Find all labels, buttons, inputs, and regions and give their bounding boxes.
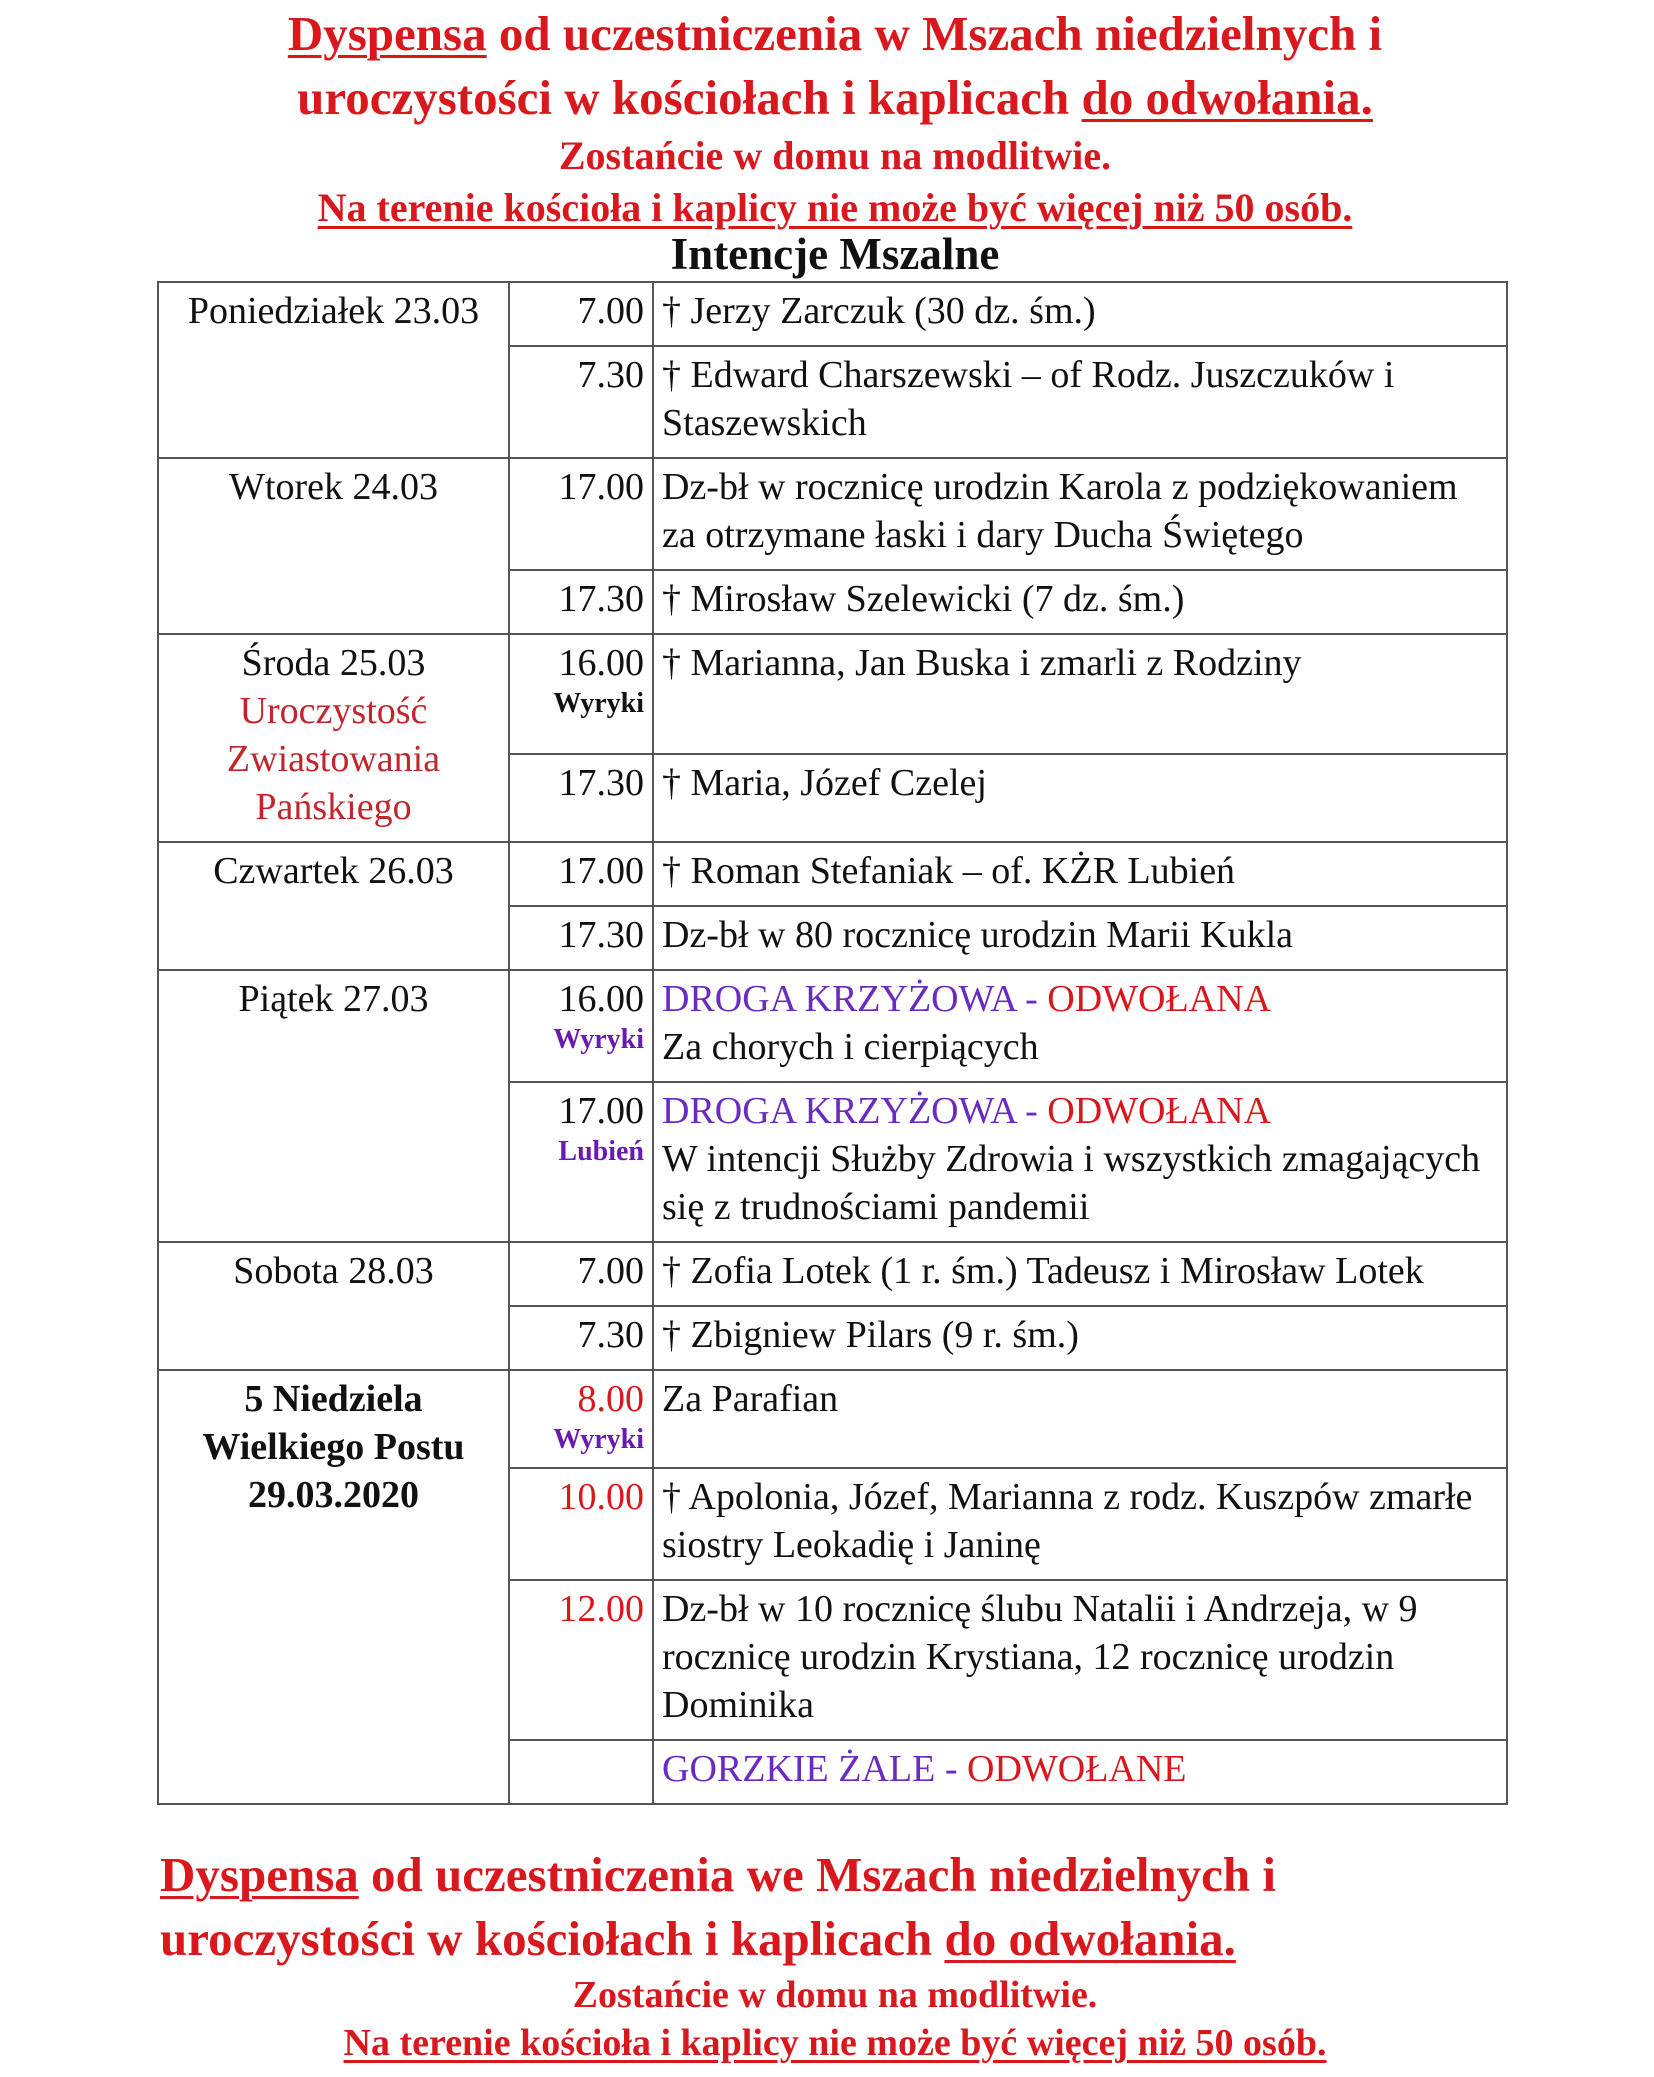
mass-intention: Za Parafian	[653, 1370, 1507, 1468]
table-row	[158, 282, 1507, 346]
mass-intention: † Zofia Lotek (1 r. śm.) Tadeusz i Mirosław Lotek	[653, 1242, 1507, 1306]
day-label: Środa 25.03	[241, 642, 426, 684]
day-label: Sobota 28.03	[233, 1250, 434, 1292]
day-cell	[158, 634, 509, 842]
until-revoked: do odwołania.	[944, 1911, 1236, 1966]
mass-intention	[653, 1740, 1507, 1804]
mass-intention: † Roman Stefaniak – of. KŻR Lubień	[653, 842, 1507, 906]
day-label: 5 Niedziela Wielkiego Postu 29.03.2020	[202, 1378, 465, 1516]
stay-home-line: Zostańcie w domu na modlitwie.	[572, 1974, 1098, 2016]
mass-time-value: 8.00	[577, 1378, 644, 1420]
event-status: ODWOŁANA	[1047, 1090, 1272, 1132]
table-row	[158, 1370, 1507, 1468]
event-line	[662, 975, 1498, 1023]
mass-intentions-table	[157, 281, 1508, 1805]
notice-line-2	[150, 1907, 1520, 1971]
event-name: GORZKIE ŻALE	[662, 1748, 936, 1790]
mass-intention: † Apolonia, Józef, Marianna z rodz. Kuszpów zmarłe siostry Leokadię i Janinę	[653, 1468, 1507, 1580]
notice-line-1-text: od uczestniczenia w Mszach niedzielnych i	[486, 6, 1383, 61]
mass-intention: † Jerzy Zarczuk (30 dz. śm.)	[653, 282, 1507, 346]
mass-time-value: 16.00	[558, 642, 644, 684]
mass-time-value: 16.00	[558, 978, 644, 1020]
table-row	[158, 1242, 1507, 1306]
mass-place: Wyryki	[553, 1024, 644, 1055]
stay-home-line: Zostańcie w domu na modlitwie.	[558, 133, 1112, 178]
mass-time	[509, 634, 653, 754]
mass-time	[509, 1082, 653, 1242]
notice-line-1	[150, 2, 1520, 66]
mass-time: 7.30	[509, 1306, 653, 1370]
mass-place: Wyryki	[553, 688, 644, 719]
day-cell	[158, 1370, 509, 1804]
notice-line-1-text: od uczestniczenia we Mszach niedzielnych i	[358, 1847, 1277, 1902]
dispensation-word: Dyspensa	[287, 6, 487, 61]
event-separator: -	[1015, 1090, 1048, 1132]
dispensation-word: Dyspensa	[160, 1847, 359, 1902]
mass-intention: † Marianna, Jan Buska i zmarli z Rodziny	[653, 634, 1507, 754]
notice-line-2-text: uroczystości w kościołach i kaplicach	[297, 70, 1082, 125]
mass-time: 17.00	[509, 458, 653, 570]
day-label: Piątek 27.03	[238, 978, 429, 1020]
intention-text: W intencji Służby Zdrowia i wszystkich zmagających się z trudnościami pandemii	[662, 1138, 1481, 1228]
mass-time: 7.00	[509, 282, 653, 346]
mass-place: Wyryki	[553, 1424, 644, 1455]
mass-intention: † Mirosław Szelewicki (7 dz. śm.)	[653, 570, 1507, 634]
mass-intention	[653, 1082, 1507, 1242]
mass-time	[509, 1370, 653, 1468]
table-row	[158, 970, 1507, 1082]
mass-time: 12.00	[509, 1580, 653, 1740]
table-row	[158, 842, 1507, 906]
table-row	[158, 458, 1507, 570]
day-label: Czwartek 26.03	[213, 850, 454, 892]
event-name: DROGA KRZYŻOWA	[662, 978, 1016, 1020]
notice-line-2	[150, 66, 1520, 130]
notice-top	[150, 2, 1520, 234]
mass-time: 17.30	[509, 754, 653, 842]
notice-line-2-text: uroczystości w kościołach i kaplicach	[160, 1911, 945, 1966]
day-label: Wtorek 24.03	[229, 466, 438, 508]
mass-time: 10.00	[509, 1468, 653, 1580]
mass-time	[509, 1740, 653, 1804]
mass-intention: † Edward Charszewski – of Rodz. Juszczuków i Staszewskich	[653, 346, 1507, 458]
notice-line-1	[150, 1843, 1520, 1907]
mass-intention: † Zbigniew Pilars (9 r. śm.)	[653, 1306, 1507, 1370]
mass-time	[509, 970, 653, 1082]
intention-text: Za chorych i cierpiących	[662, 1026, 1039, 1068]
mass-time: 17.00	[509, 842, 653, 906]
mass-intention: Dz-bł w 10 rocznicę ślubu Natalii i Andrzeja, w 9 rocznicę urodzin Krystiana, 12 rocznicę urodzin Dominika	[653, 1580, 1507, 1740]
day-cell	[158, 282, 509, 458]
mass-time: 7.00	[509, 1242, 653, 1306]
event-status: ODWOŁANA	[1047, 978, 1272, 1020]
event-separator: -	[935, 1748, 967, 1790]
mass-intention: Dz-bł w 80 rocznicę urodzin Marii Kukla	[653, 906, 1507, 970]
day-cell	[158, 1242, 509, 1370]
day-cell	[158, 970, 509, 1242]
event-status: ODWOŁANE	[967, 1748, 1187, 1790]
mass-time-value: 17.00	[558, 1090, 644, 1132]
day-label: Poniedziałek 23.03	[187, 290, 480, 332]
mass-intention	[653, 970, 1507, 1082]
mass-time: 17.30	[509, 906, 653, 970]
mass-intention: † Maria, Józef Czelej	[653, 754, 1507, 842]
notice-bottom	[150, 1843, 1520, 2067]
day-cell	[158, 842, 509, 970]
table-row	[158, 634, 1507, 754]
mass-time: 17.30	[509, 570, 653, 634]
mass-place: Lubień	[558, 1136, 644, 1167]
event-line	[662, 1087, 1498, 1135]
until-revoked: do odwołania.	[1081, 70, 1373, 125]
mass-time: 7.30	[509, 346, 653, 458]
page-title: Intencje Mszalne	[670, 229, 1000, 279]
feast-label: Uroczystość Zwiastowania Pańskiego	[226, 690, 441, 828]
event-name: DROGA KRZYŻOWA	[662, 1090, 1016, 1132]
day-cell	[158, 458, 509, 634]
capacity-limit-line: Na terenie kościoła i kaplicy nie może być więcej niż 50 osób.	[343, 2022, 1327, 2064]
mass-intention: Dz-bł w rocznicę urodzin Karola z podziękowaniem za otrzymane łaski i dary Ducha Świętego	[653, 458, 1507, 570]
capacity-limit-line: Na terenie kościoła i kaplicy nie może być więcej niż 50 osób.	[317, 185, 1353, 230]
event-separator: -	[1015, 978, 1048, 1020]
